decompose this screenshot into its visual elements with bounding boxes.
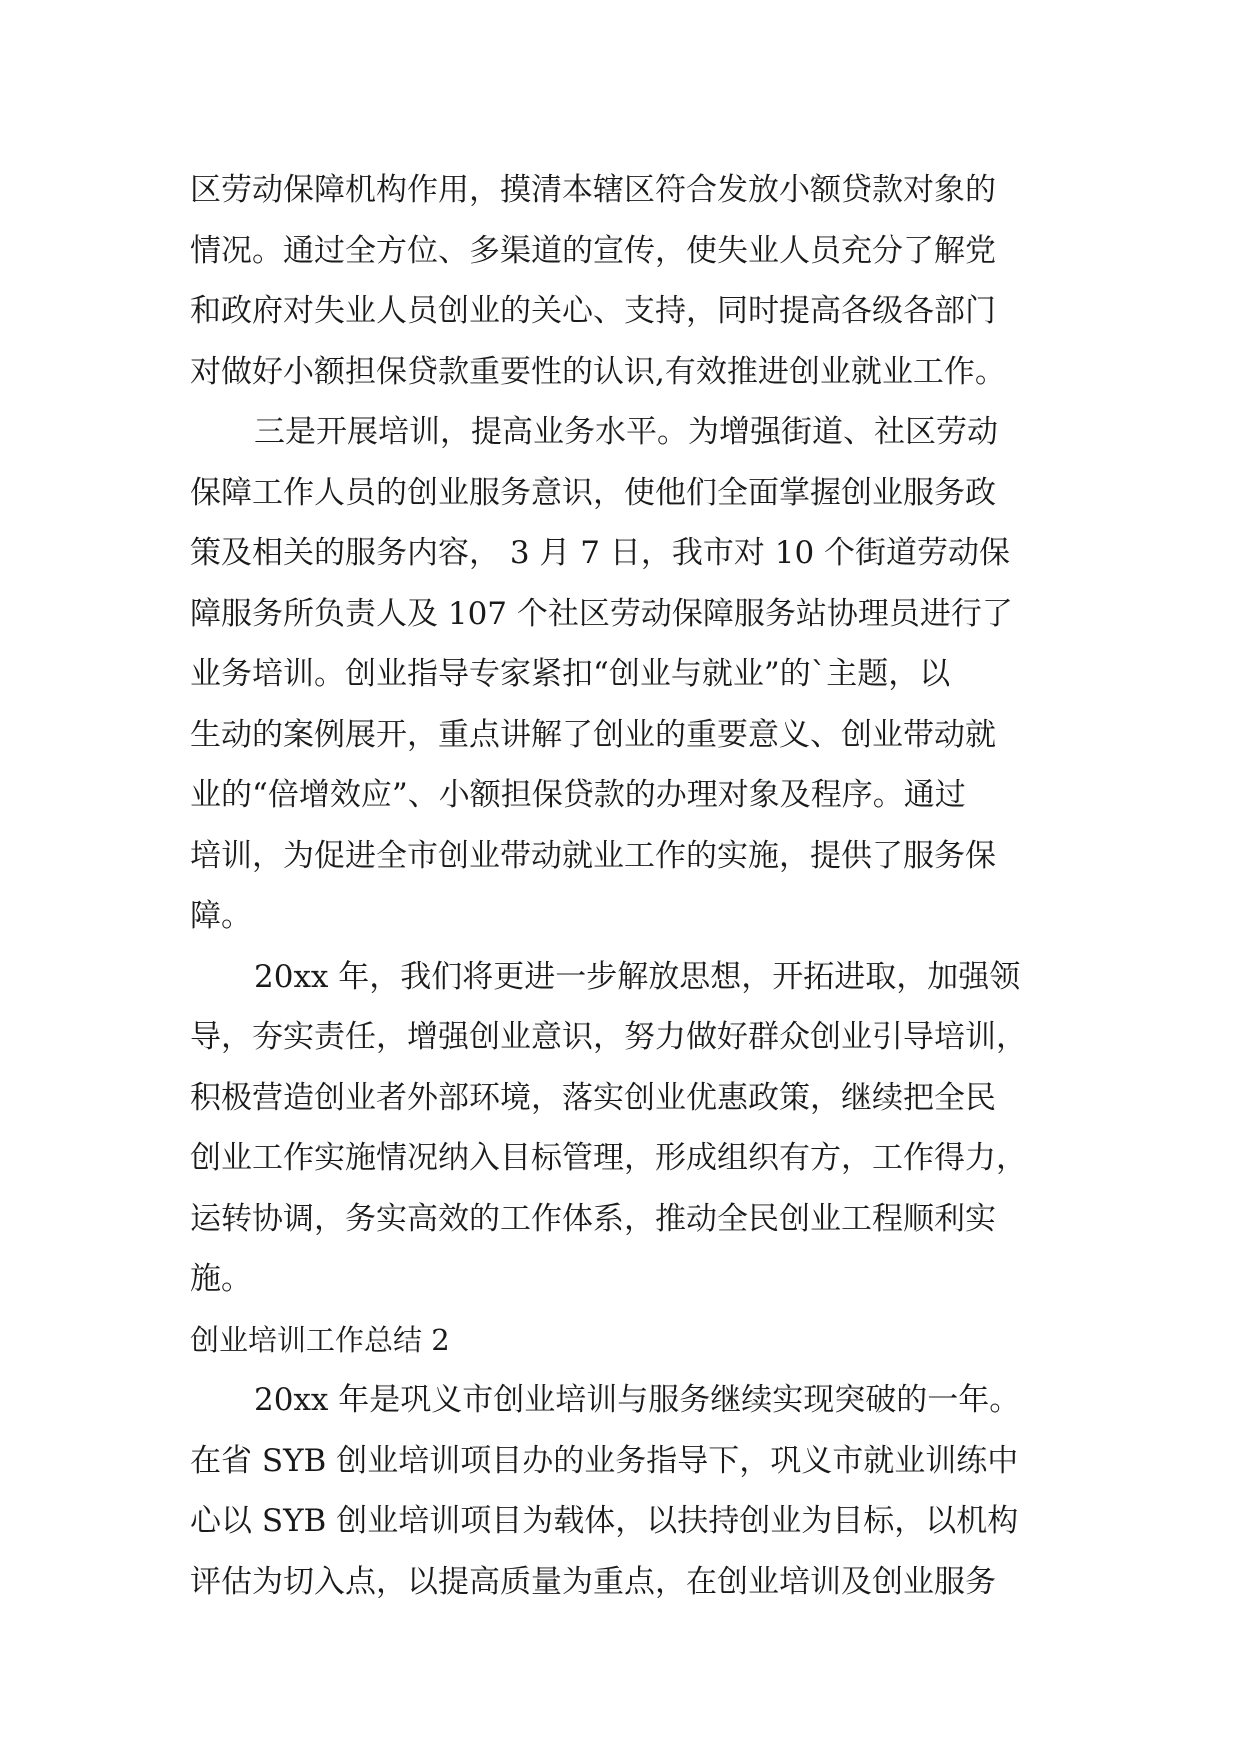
document-body [190, 160, 1050, 1612]
text-line: 心以 SYB 创业培训项目为载体，以扶持创业为目标，以机构 [190, 1503, 1019, 1539]
text-line: 施。 [190, 1261, 252, 1297]
text-line: 障服务所负责人及 107 个社区劳动保障服务站协理员进行了 [190, 595, 1013, 632]
text-line: 生动的案例展开，重点讲解了创业的重要意义、创业带动就 [190, 716, 996, 753]
paragraph-start-line: 20xx 年是巩义市创业培训与服务继续实现突破的一年。 [254, 1382, 1021, 1418]
text-line: 运转协调，务实高效的工作体系，推动全民创业工程顺利实 [190, 1200, 996, 1237]
text-line: 和政府对失业人员创业的关心、支持，同时提高各级各部门 [190, 293, 996, 329]
text-line: 区劳动保障机构作用，摸清本辖区符合发放小额贷款对象的 [190, 172, 996, 208]
text-line: 在省 SYB 创业培训项目办的业务指导下，巩义市就业训练中 [190, 1442, 1019, 1479]
text-line: 情况。通过全方位、多渠道的宣传，使失业人员充分了解党 [190, 232, 996, 269]
section-heading: 创业培训工作总结 2 [190, 1322, 450, 1357]
text-line: 对做好小额担保贷款重要性的认识,有效推进创业就业工作。 [190, 353, 1006, 390]
text-line: 积极营造创业者外部环境，落实创业优惠政策，继续把全民 [190, 1079, 996, 1116]
paragraph-start-line: 三是开展培训，提高业务水平。为增强街道、社区劳动 [254, 414, 998, 450]
text-line: 培训，为促进全市创业带动就业工作的实施，提供了服务保 [190, 837, 996, 874]
text-line: 创业工作实施情况纳入目标管理，形成组织有方，工作得力， [190, 1140, 1027, 1176]
text-line: 导，夯实责任，增强创业意识，努力做好群众创业引导培训， [190, 1019, 1027, 1055]
paragraph-start-line: 20xx 年，我们将更进一步解放思想，开拓进取，加强领 [254, 958, 1021, 995]
text-line: 保障工作人员的创业服务意识，使他们全面掌握创业服务政 [190, 474, 996, 511]
text-line: 策及相关的服务内容， 3 月 7 日，我市对 10 个街道劳动保 [190, 535, 1011, 571]
text-line: 业务培训。创业指导专家紧扣“创业与就业”的`主题，以 [190, 656, 951, 692]
text-line: 障。 [190, 898, 252, 934]
text-line: 评估为切入点，以提高质量为重点，在创业培训及创业服务 [190, 1563, 996, 1600]
text-line: 业的“倍增效应”、小额担保贷款的办理对象及程序。通过 [190, 777, 966, 813]
